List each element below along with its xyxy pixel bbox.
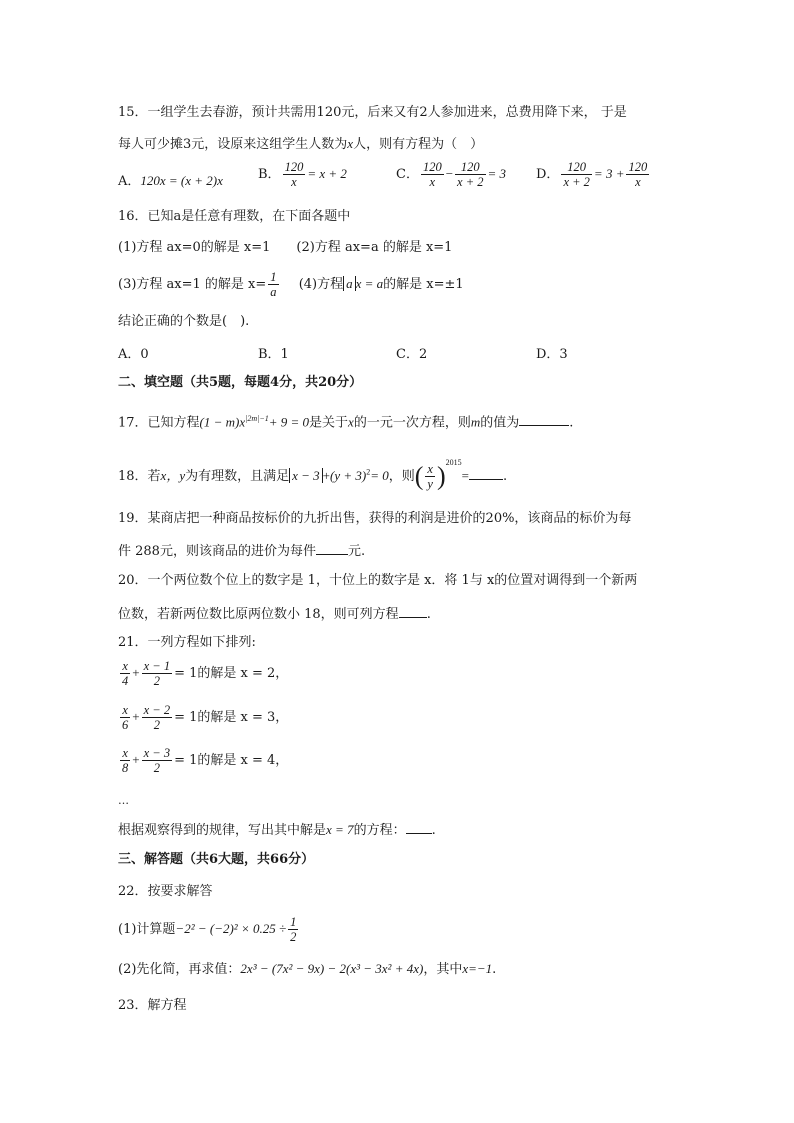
fraction-denominator: x + 2 [563,175,590,189]
fraction-denominator: 2 [290,930,297,944]
q23-stem: 23．解方程 [118,998,187,1013]
q21-row-1-rest: = 1的解是 x = 2， [174,666,289,681]
fraction-denominator: 2 [153,674,160,688]
q15-option-a[interactable] [118,170,223,189]
fraction-denominator: 6 [122,718,129,732]
q21-stem: 21．一列方程如下排列: [118,635,256,650]
q16-option-a[interactable]: A．0 [118,347,149,362]
q21-row-3-rest: = 1的解是 x = 4， [174,753,289,768]
fraction-numerator: x − 3 [143,746,171,760]
q18-abs: x − 3 [289,468,323,483]
q19-line2-tail: 元. [347,544,366,559]
q18-text-c: ，则 [388,469,415,484]
q21-row-2 [118,703,288,732]
q15-option-d-fraction-2 [626,160,649,189]
plus-sign: + [322,468,330,483]
fraction-numerator: 120 [284,160,304,174]
q16-s4-abs: a [343,276,356,291]
q15-option-b[interactable] [258,160,347,189]
q15-option-a-label: A． [118,174,141,189]
q22-part-2-expr: 2x³ − (7x² − 9x) − 2(x³ − 3x² + 4x) [240,961,424,976]
q18 [118,457,508,491]
q21-ask [118,820,436,840]
fraction-numerator: 120 [455,160,485,175]
q15-var: x [347,136,354,151]
q22-part-1-text: (1)计算题 [118,922,176,937]
q18-square: (y + 3) [330,468,367,483]
q20-line1: 20．一个两位数个位上的数字是 1，十位上的数字是 x．将 1与 x的位置对调得到一个新两 [118,573,638,588]
fraction-numerator: 1 [270,270,277,284]
q20-line2 [118,604,431,624]
fraction-denominator: 8 [122,761,129,775]
plus-sign: + [132,752,140,767]
q19-line1: 19．某商店把一种商品按标价的九折出售，获得的利润是进价的20%，该商品的标价为每 [118,511,632,526]
q16-option-b[interactable]: B．1 [258,347,289,362]
fraction-numerator: 1 [290,915,297,929]
q17-exponent: |2m|−1 [245,414,269,423]
q17-text-a: 17．已知方程 [118,415,200,431]
q17-text-b: 是关于 [309,415,349,431]
q15-option-b-label: B． [258,167,281,182]
q21-ask-tail: 的方程： [353,823,406,838]
q15-option-c[interactable] [396,160,506,189]
q21-row-1-fraction-2 [142,659,172,688]
q22-part-2 [118,960,496,979]
q21-row-3 [118,746,288,775]
q15-line2-text: 每人可少摊3元，设原来这组学生人数为 [118,137,348,152]
q21-ask-var: x = 7 [326,822,354,837]
q18-text-a: 18．若 [118,469,161,484]
right-paren: ) [436,461,446,491]
q19-line2-text: 件 288元，则该商品的进价为每件 [118,544,316,559]
q17-text-d: 的值为 [480,415,520,431]
q16-s3-fraction [268,270,278,299]
q16-s4-text: (4)方程 [298,277,344,292]
q17-text-c: 的一元一次方程，则 [353,415,471,431]
q15-option-b-fraction [283,160,306,189]
q17 [118,410,573,432]
q15-option-c-fraction-1 [421,160,444,189]
q22-part-2-tail: ，其中 [423,962,463,977]
q15-option-b-rest: = x + 2 [307,166,347,181]
fraction-denominator: x + 2 [457,175,484,189]
q21-row-2-fraction-2 [142,703,172,732]
equals-sign: = [461,468,469,483]
q16-conclusion: 结论正确的个数是( ). [118,314,250,329]
q19-answer-blank[interactable] [316,541,348,555]
plus-sign: + [132,665,140,680]
q22-part-1-fraction [288,915,298,944]
q17-var-m: m [470,414,481,430]
fraction-numerator: x [427,462,433,476]
q20-line2-text: 位数，若新两位数比原两位数小 18，则可列方程 [118,607,399,622]
q21-row-3-fraction-1 [120,746,130,775]
q15-option-a-expr: 120x = (x + 2)x [140,173,223,188]
q21-row-2-fraction-1 [120,703,130,732]
fraction-denominator: 2 [153,761,160,775]
q21-row-1 [118,659,288,688]
q16-option-d[interactable]: D．3 [536,347,568,362]
q15-line2-tail: 人，则有方程为（ ） [353,137,484,152]
q18-end: . [503,469,508,484]
q21-row-2-rest: = 1的解是 x = 3， [174,710,289,725]
minus-sign: − [445,166,454,181]
q21-answer-blank[interactable] [406,820,432,834]
fraction-numerator: x [120,746,130,761]
fraction-denominator: 2 [153,718,160,732]
q17-answer-blank[interactable] [519,412,569,426]
fraction-denominator: x [291,175,297,189]
fraction-numerator: x − 2 [143,703,171,717]
q16-s4-tail: 的解是 x=±1 [383,277,464,292]
q15-line2 [118,135,483,154]
q17-var-x: x [348,414,354,430]
q16-s4-expr: x = a [355,276,384,291]
q15-option-c-fraction-2 [455,160,485,189]
fraction-numerator: x [120,659,130,674]
fraction-numerator: x − 1 [143,659,171,673]
q18-square-exponent: 2 [366,467,371,477]
plus-sign: + [132,709,140,724]
q22-part-2-text: (2)先化简，再求值： [118,962,241,977]
q21-ask-end: . [431,823,436,838]
q21-ellipsis: … [118,794,129,807]
fraction-denominator: a [270,285,277,299]
fraction-numerator: x [120,703,130,718]
q21-row-1-fraction-1 [120,659,130,688]
q22-stem: 22．按要求解答 [118,884,213,899]
q18-vars: x，y [160,468,186,483]
q18-answer-blank[interactable] [469,466,503,480]
q22-part-2-end: . [492,962,497,977]
q16-statements-3-4 [118,270,464,299]
q16-stem: 16．已知a是任意有理数，在下面各题中 [118,209,351,224]
q21-ask-text: 根据观察得到的规律，写出其中解是 [118,823,327,838]
q16-s3-text: (3)方程 ax=1 的解是 x= [118,277,267,292]
q18-text-b: 为有理数，且满足 [185,469,290,484]
fraction-denominator: x [635,175,641,189]
q17-expr-a: (1 − m)x [199,414,246,430]
fraction-denominator: 4 [122,674,129,688]
fraction-numerator: 120 [628,160,648,174]
q22-part-1-expr: −2² − (−2)² × 0.25 ÷ [175,921,287,936]
q22-part-2-value: x=−1 [462,961,493,976]
section-2-heading: 二、填空题（共5题，每题4分，共20分） [118,375,363,390]
section-3-heading: 三、解答题（共6大题，共66分） [118,852,315,867]
q18-power: 2015 [445,457,462,467]
q18-fraction [425,462,435,491]
q17-end: . [569,415,574,431]
q19-line2 [118,541,365,561]
q15-option-d-label: D． [536,167,560,182]
fraction-denominator: y [427,477,433,491]
q21-row-3-fraction-2 [142,746,172,775]
q15-option-d-mid: = 3 + [593,166,625,181]
q15-option-c-label: C． [396,167,419,182]
q16-statements-1-2: (1)方程 ax=0的解是 x=1 (2)方程 ax=a 的解是 x=1 [118,240,453,255]
q22-part-1 [118,915,300,944]
fraction-numerator: 120 [422,160,442,174]
q18-eq0: = 0 [370,468,389,483]
q20-line2-tail: . [426,607,431,622]
q15-line1: 15．一组学生去春游，预计共需用120元，后来又有2人参加进来，总费用降下来， 于是 [118,105,627,120]
q15-option-d-fraction-1 [561,160,591,189]
fraction-denominator: x [429,175,436,189]
q17-expr-b: + 9 = 0 [268,414,310,430]
left-paren: ( [414,461,424,491]
fraction-numerator: 120 [561,160,591,175]
q20-answer-blank[interactable] [399,604,427,618]
q16-option-c[interactable]: C．2 [396,347,428,362]
q15-option-d[interactable] [536,160,651,189]
q15-option-c-rest: = 3 [487,166,507,181]
